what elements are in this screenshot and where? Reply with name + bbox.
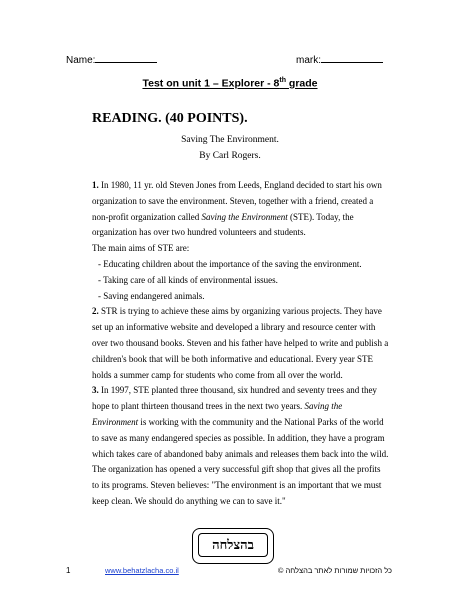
mark-field xyxy=(296,53,383,66)
p3-line-8: keep clean. We should do anything we can to save it." xyxy=(92,495,286,506)
test-title-sup: th xyxy=(279,77,286,84)
p1-l3-italic: Saving the Environment xyxy=(201,211,288,222)
test-title-main: Test on unit 1 – Explorer - 8 xyxy=(142,77,280,90)
logo-text: בהצלחה xyxy=(198,533,268,557)
paragraph-1 xyxy=(92,178,412,241)
p1-line-4: organization has over two hundred volunteers and students. xyxy=(92,227,306,238)
name-label: Name: xyxy=(66,55,96,66)
p2-line-1 xyxy=(92,304,412,320)
section-heading: READING. (40 POINTS). xyxy=(92,111,248,126)
p3-line-2 xyxy=(92,399,412,415)
reading-passage xyxy=(92,178,412,510)
aims-block xyxy=(92,241,412,304)
p1-l1: In 1980, 11 yr. old Steven Jones from Leeds, England decided to start his own xyxy=(98,180,382,190)
p1-number: 1. xyxy=(92,180,99,190)
p3-line-5: which takes care of abandoned baby animals and releases them back into the wild. xyxy=(92,448,389,459)
name-blank-line xyxy=(95,53,157,63)
paragraph-3 xyxy=(92,383,412,509)
p2-line-5: holds a summer camp for students who come from all over the world. xyxy=(92,369,343,380)
p2-line-4: children's book that will be both informative and educational. Every year STE xyxy=(92,353,374,364)
p2-line-2: set up an informative website and developed a library and resource center with xyxy=(92,322,376,333)
aims-item: - Saving endangered animals. xyxy=(98,290,205,301)
p3-l3-italic: Environment xyxy=(92,416,139,427)
p1-line-2: organization to save the environment. Steven, together with a friend, created a xyxy=(92,195,374,206)
p2-line-3: over two thousand books. Steven and his father have helped to write and publish a xyxy=(92,337,389,348)
name-field xyxy=(66,53,157,66)
mark-label: mark: xyxy=(296,55,321,66)
p1-l3a: non-profit organization called xyxy=(92,211,202,222)
p3-line-6: The organization has opened a very successful gift shop that gives all the profits xyxy=(92,464,381,475)
p1-l3b: (STE). Today, the xyxy=(287,211,354,222)
p3-line-7: to its programs. Steven believes: "The environment is an important that we must xyxy=(92,480,382,491)
p1-line-1 xyxy=(92,178,412,194)
p3-l1: In 1997, STE planted three thousand, six hundred and seventy trees and they xyxy=(98,385,377,396)
p2-number: 2. xyxy=(92,306,99,317)
aims-item: - Taking care of all kinds of environmental issues. xyxy=(98,274,278,285)
p3-number: 3. xyxy=(92,385,99,396)
p3-line-4: to save as many endangered species as possible. In addition, they have a program xyxy=(92,432,385,443)
p3-l2a: hope to plant thirteen thousand trees in the next two years. xyxy=(92,401,305,412)
story-title: Saving The Environment. xyxy=(181,135,279,145)
mark-blank-line xyxy=(321,53,383,63)
test-title-end: grade xyxy=(286,77,318,90)
p2-l1: STR is trying to achieve these aims by organizing various projects. They have xyxy=(98,306,382,317)
p3-l3b: is working with the community and the National Parks of the world xyxy=(138,416,384,427)
p3-line-1 xyxy=(92,383,412,399)
p3-l2-italic: Saving the xyxy=(304,401,343,412)
website-link[interactable]: www.behatzlacha.co.il xyxy=(105,566,179,575)
paragraph-2 xyxy=(92,304,412,383)
test-title xyxy=(0,77,460,90)
aims-intro: The main aims of STE are: xyxy=(92,243,190,254)
page-number: 1 xyxy=(66,566,71,575)
p3-line-3 xyxy=(92,415,412,431)
story-author: By Carl Rogers. xyxy=(199,151,261,161)
copyright-notice: כל הזכויות שמורות לאתר בהצלחה © xyxy=(277,566,392,575)
p1-line-3 xyxy=(92,210,412,226)
aims-item: - Educating children about the importance of the saving the environment. xyxy=(98,258,362,269)
